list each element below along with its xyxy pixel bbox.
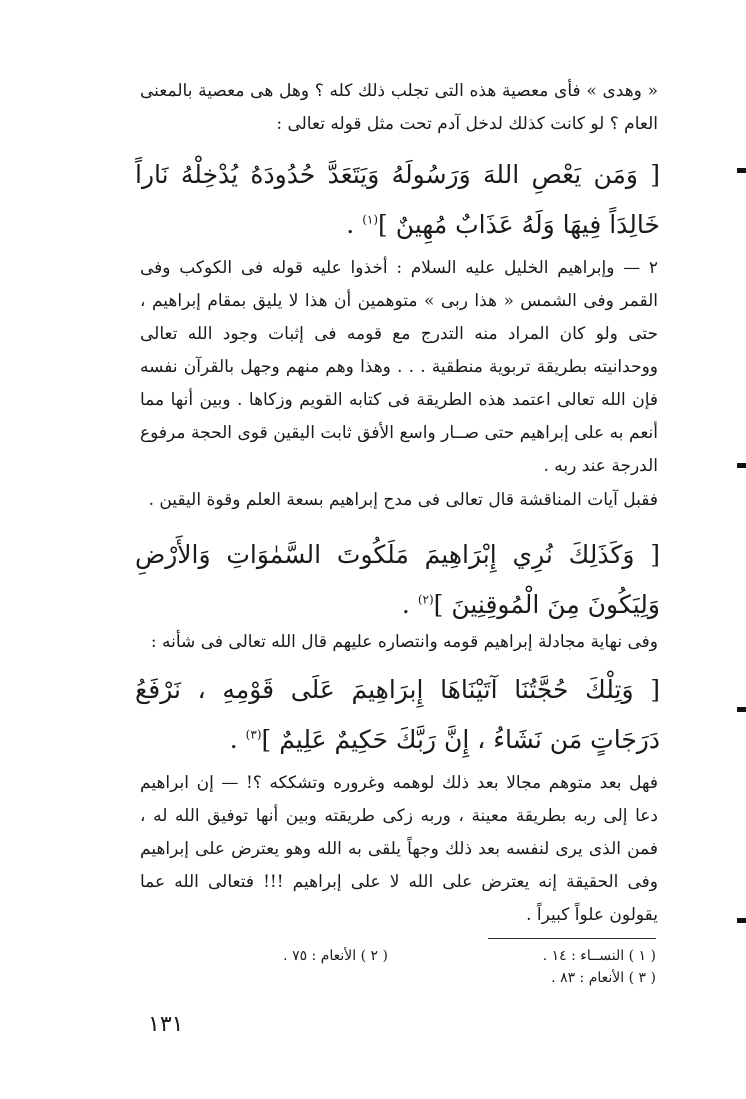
verse-text: [ وَتِلْكَ حُجَّتُنَا آتَيْنَاهَا إِبرَاهِيمَ عَلَى قَوْمِهِ ، نَرْفَعُ دَرَجَاتٍ مَن نَشَاءُ ، إِنَّ رَبَّكَ حَكِيمٌ عَلِيمٌ ] [135, 675, 660, 754]
scan-edge-mark [737, 168, 746, 173]
page-number: ١٣١ [148, 1012, 184, 1037]
verse-text: [ وَمَن يَعْصِ اللهَ وَرَسُولَهُ وَيَتَعَدَّ حُدُودَهُ يُدْخِلْهُ نَاراً خَالِدَاً فِيهَا وَلَهُ عَذَابٌ مُهِينٌ ] [135, 160, 660, 239]
footnote-2: ( ٢ ) الأنعام : ٧٥ . [283, 948, 388, 964]
footnote-ref-2: (٢) [417, 592, 434, 607]
footnote-divider [488, 938, 656, 939]
footnote-3: ( ٣ ) الأنعام : ٨٣ . [551, 970, 656, 986]
paragraph-ibrahim: ٢ — وإبراهيم الخليل عليه السلام : أخذوا عليه قوله فى الكوكب وفى القمر وفى الشمس « هذا ربى » متوهمين أن هذا لا يليق بمقام إبراهيم ، حتى ولو كان المراد منه التدرج مع قومه فى إثبات وجود الله تعالى ووحدانيته بطريقة تربوية منطقية . . . وهذا وهم منهم وجهل بالقرآن نفسه فإن الله تعالى اعتمد هذه الطريقة فى كتابه القويم وزكاها . وبين أنها مما أنعم به على إبراهيم حتى صــار واسع الأفق ثابت اليقين قوى الحجة مرفوع الدرجة عند ربه . [140, 258, 658, 476]
paragraph-end-debate: وفى نهاية مجادلة إبراهيم قومه وانتصاره عليهم قال الله تعالى فى شأنه : [150, 632, 658, 652]
verse-text: [ وَكَذَلِكَ نُرِي إِبْرَاهِيمَ مَلَكُوتَ السَّمٰوَاتِ وَالأَرْضِ وَلِيَكُونَ مِنَ الْمُوقِنِينَ ] [135, 540, 660, 619]
footnote-1: ( ١ ) النســاء : ١٤ . [542, 948, 656, 964]
scan-edge-mark [737, 918, 746, 923]
paragraph-adam: « وهدى » فأى معصية هذه التى تجلب ذلك كله ؟ وهل هى معصية بالمعنى العام ؟ لو كانت كذلك لدخل آدم تحت مثل قوله تعالى : [140, 81, 658, 134]
footnote-ref-1: (١) [362, 212, 379, 227]
footnote-ref-3: (٣) [245, 727, 262, 742]
quran-verse-anam-83: [ وَتِلْكَ حُجَّتُنَا آتَيْنَاهَا إِبرَاهِيمَ عَلَى قَوْمِهِ ، نَرْفَعُ دَرَجَاتٍ مَن نَشَاءُ ، إِنَّ رَبَّكَ حَكِيمٌ عَلِيمٌ ]$^{(٣)}$ . [135, 675, 660, 754]
scan-edge-mark [737, 707, 746, 712]
paragraph-before-verse: فقبل آيات المناقشة قال تعالى فى مدح إبراهيم بسعة العلم وقوة اليقين . [148, 490, 658, 510]
quran-verse-nisa: [ وَمَن يَعْصِ اللهَ وَرَسُولَهُ وَيَتَعَدَّ حُدُودَهُ يُدْخِلْهُ نَاراً خَالِدَاً فِيهَا وَلَهُ عَذَابٌ مُهِينٌ ]$^{(١)}$ . [135, 160, 660, 239]
scan-edge-mark [737, 463, 746, 468]
paragraph-conclusion: فهل بعد متوهم مجالا بعد ذلك لوهمه وغروره وتشككه ؟! — إن ابراهيم دعا إلى ربه بطريقة معينة ، وربه زكى طريقته وبين أنها توفيق الله له ، فمن الذى يرى لنفسه بعد ذلك وجهاً يلقى به الله وهو يعترض على إبراهيم وفى الحقيقة إنه يعترض على الله لا على إبراهيم !!! فتعالى الله عما يقولون علواً كبيراً . [140, 773, 658, 925]
quran-verse-anam-75: [ وَكَذَلِكَ نُرِي إِبْرَاهِيمَ مَلَكُوتَ السَّمٰوَاتِ وَالأَرْضِ وَلِيَكُونَ مِنَ الْمُوقِنِينَ ]$^{(٢)}$ . [135, 540, 660, 619]
